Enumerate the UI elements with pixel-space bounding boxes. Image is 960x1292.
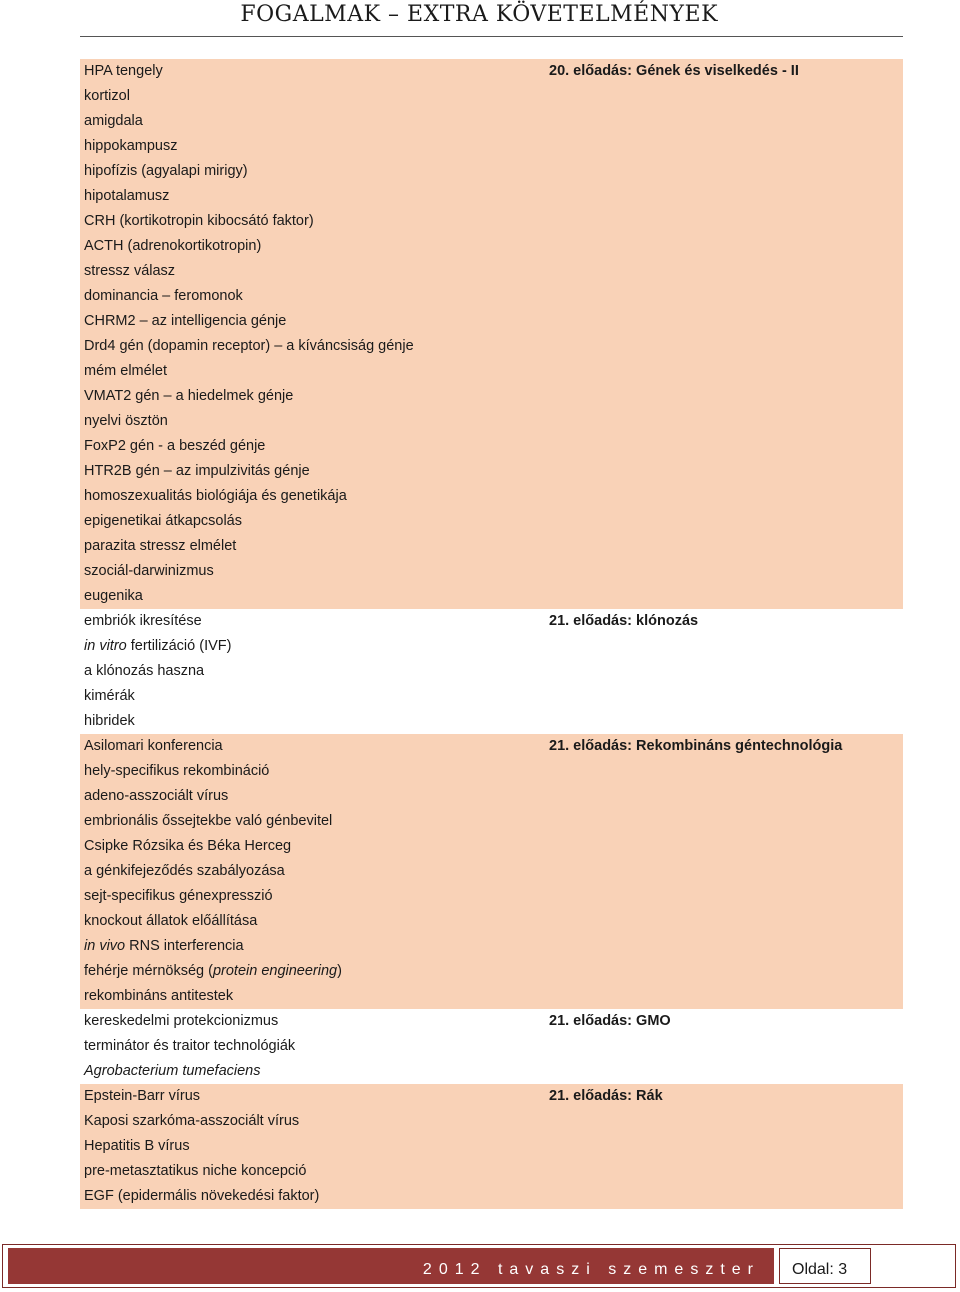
term-item [80, 134, 903, 159]
term-text: Drd4 gén (dopamin receptor) – a kíváncsiság génje [84, 338, 414, 354]
term-item [80, 709, 903, 734]
footer-semester: 2012 tavaszi szemeszter [422, 1261, 760, 1278]
term-item [80, 84, 903, 109]
term-item [80, 259, 903, 284]
term-text: sejt-specifikus génexpresszió [84, 888, 273, 904]
term-text: Kaposi szarkóma-asszociált vírus [84, 1113, 300, 1129]
term-text: hipofízis (agyalapi mirigy) [84, 163, 248, 179]
term-text: Asilomari konferencia [84, 738, 223, 754]
term-text: Epstein-Barr vírus [84, 1088, 201, 1104]
term-text: mém elmélet [84, 363, 167, 379]
section-heading: 21. előadás: Rák [549, 1088, 663, 1104]
term-text: embriók ikresítése [84, 613, 202, 629]
section-block [80, 1009, 903, 1084]
term-text: embrionális őssejtekbe való génbevitel [84, 813, 333, 829]
footer-page-box [779, 1248, 871, 1284]
term-text: hippokampusz [84, 138, 178, 154]
term-text: CHRM2 – az intelligencia génje [84, 313, 287, 329]
term-text: stressz válasz [84, 263, 176, 279]
term-item [80, 759, 903, 784]
term-item [80, 959, 903, 984]
term-text: FoxP2 gén - a beszéd génje [84, 438, 266, 454]
term-text: amigdala [84, 113, 143, 129]
term-text: protein engineering [212, 963, 338, 979]
term-item [80, 509, 903, 534]
term-item [80, 1059, 903, 1084]
section-block [80, 609, 903, 734]
term-text: HPA tengely [84, 63, 163, 79]
term-text: Csipke Rózsika és Béka Herceg [84, 838, 292, 854]
section-heading: 21. előadás: klónozás [549, 613, 699, 629]
term-item [80, 1134, 903, 1159]
term-item [80, 409, 903, 434]
term-item [80, 684, 903, 709]
term-item [80, 1159, 903, 1184]
term-text: eugenika [84, 588, 143, 604]
term-text: HTR2B gén – az impulzivitás génje [84, 463, 310, 479]
term-item [80, 184, 903, 209]
term-item [80, 284, 903, 309]
term-item [80, 984, 903, 1009]
term-text: homoszexualitás biológiája és genetikája [84, 488, 347, 504]
term-item [80, 634, 903, 659]
term-item [80, 334, 903, 359]
term-text: rekombináns antitestek [84, 988, 234, 1004]
term-text: pre-metasztatikus niche koncepció [84, 1163, 307, 1179]
term-text: kimérák [84, 688, 135, 704]
term-item [80, 359, 903, 384]
term-text: Hepatitis B vírus [84, 1138, 190, 1154]
term-text: in vivo [84, 938, 126, 954]
term-item [80, 784, 903, 809]
term-text: knockout állatok előállítása [84, 913, 258, 929]
term-item [80, 584, 903, 609]
term-text: in vitro [84, 638, 127, 654]
term-item [80, 1109, 903, 1134]
term-text: hibridek [84, 713, 135, 729]
term-item [80, 609, 903, 634]
term-text: VMAT2 gén – a hiedelmek génje [84, 388, 294, 404]
term-item [80, 1084, 903, 1109]
term-item [80, 234, 903, 259]
page-number: Oldal: 3 [792, 1261, 848, 1278]
page-title: FOGALMAK – EXTRA KÖVETELMÉNYEK [240, 2, 718, 27]
term-table [80, 59, 903, 1209]
section-heading: 21. előadás: Rekombináns géntechnológia [549, 738, 843, 754]
term-item [80, 209, 903, 234]
term-text: Agrobacterium tumefaciens [84, 1063, 261, 1079]
term-text: fehérje mérnökség ( [84, 963, 213, 979]
term-text: CRH (kortikotropin kibocsátó faktor) [84, 213, 314, 229]
term-text: RNS interferencia [125, 938, 244, 954]
term-text: nyelvi ösztön [84, 413, 168, 429]
term-text: fertilizáció (IVF) [126, 638, 232, 654]
term-item [80, 459, 903, 484]
term-text: ) [337, 963, 342, 979]
term-item [80, 559, 903, 584]
term-item [80, 859, 903, 884]
term-text: terminátor és traitor technológiák [84, 1038, 296, 1054]
term-item [80, 309, 903, 334]
term-text: dominancia – feromonok [84, 288, 243, 304]
page-footer [2, 1244, 956, 1288]
term-item [80, 809, 903, 834]
term-item [80, 159, 903, 184]
term-item [80, 934, 903, 959]
footer-bar [8, 1248, 774, 1284]
term-text: hely-specifikus rekombináció [84, 763, 270, 779]
section-block [80, 734, 903, 1009]
header-rule [80, 36, 903, 37]
term-text: ACTH (adrenokortikotropin) [84, 238, 262, 254]
term-text: parazita stressz elmélet [84, 538, 237, 554]
term-item [80, 534, 903, 559]
term-text: kereskedelmi protekcionizmus [84, 1013, 279, 1029]
term-item [80, 434, 903, 459]
term-text: epigenetikai átkapcsolás [84, 513, 242, 529]
section-heading: 20. előadás: Gének és viselkedés - II [549, 63, 799, 79]
term-text: szociál-darwinizmus [84, 563, 214, 579]
term-text: EGF (epidermális növekedési faktor) [84, 1188, 320, 1204]
term-text: adeno-asszociált vírus [84, 788, 229, 804]
section-heading: 21. előadás: GMO [549, 1013, 671, 1029]
term-item [80, 659, 903, 684]
term-item [80, 1034, 903, 1059]
term-item [80, 884, 903, 909]
term-text: hipotalamusz [84, 188, 170, 204]
section-block [80, 1084, 903, 1209]
term-item [80, 484, 903, 509]
term-text: a génkifejeződés szabályozása [84, 863, 285, 879]
term-text: kortizol [84, 88, 130, 104]
term-text: a klónozás haszna [84, 663, 205, 679]
section-block [80, 59, 903, 609]
term-item [80, 109, 903, 134]
term-item [80, 1184, 903, 1209]
term-item [80, 834, 903, 859]
term-item [80, 384, 903, 409]
term-item [80, 1009, 903, 1034]
term-item [80, 909, 903, 934]
page-header [0, 0, 960, 40]
